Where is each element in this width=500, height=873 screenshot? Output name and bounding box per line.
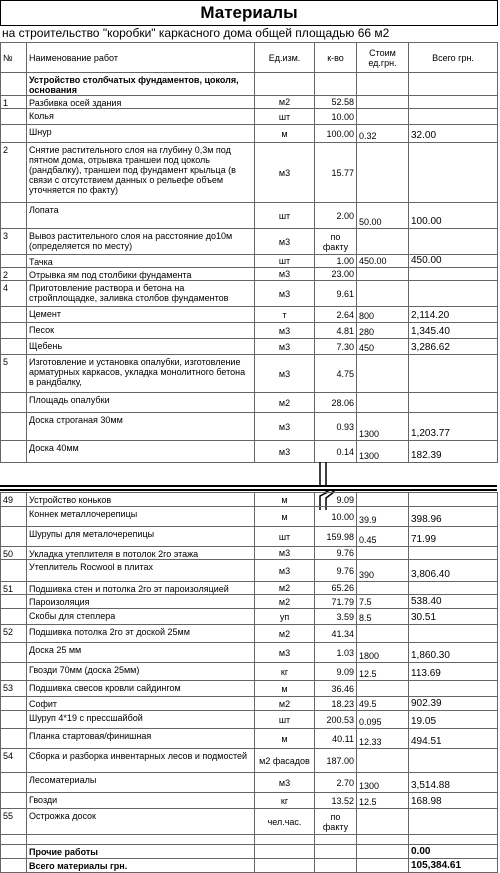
cell-price	[357, 268, 409, 281]
cell-price	[357, 681, 409, 697]
table-row	[1, 355, 498, 393]
cell-price	[357, 835, 409, 845]
cell-unit: м2	[255, 595, 315, 609]
cell-price: 49.5	[357, 697, 409, 711]
table-row	[1, 339, 498, 355]
cell-total: 3,286.62	[409, 339, 498, 355]
cell-num	[1, 729, 27, 749]
cell-name: Острожка досок	[27, 809, 255, 835]
cell-price	[357, 143, 409, 203]
cell-qty: 1.03	[315, 643, 357, 663]
cell-unit: м3	[255, 268, 315, 281]
cell-qty: 4.81	[315, 323, 357, 339]
cell-price: 1800	[357, 643, 409, 663]
cell-qty: 187.00	[315, 749, 357, 773]
cell-total: 113.69	[409, 663, 498, 681]
cell-total: 19.05	[409, 711, 498, 729]
cell-num	[1, 507, 27, 527]
cell-num	[1, 560, 27, 582]
cell-unit: шт	[255, 109, 315, 125]
table-row	[1, 609, 498, 625]
cell-num	[1, 109, 27, 125]
cell-name: Щебень	[27, 339, 255, 355]
table-row	[1, 809, 498, 835]
cell-qty: 3.59	[315, 609, 357, 625]
sheet-subtitle: на строительство "коробки" каркасного дома общей площадью 66 м2	[2, 26, 390, 40]
cell-qty: 2.70	[315, 773, 357, 793]
table-row	[1, 323, 498, 339]
cell-total: 100.00	[409, 203, 498, 229]
cell-num: 53	[1, 681, 27, 697]
cell-price: 800	[357, 307, 409, 323]
cell-unit	[255, 859, 315, 873]
cell-total: 1,860.30	[409, 643, 498, 663]
cell-name: Песок	[27, 323, 255, 339]
cell-total: 0.00	[409, 845, 498, 859]
cell-total	[409, 96, 498, 109]
cell-price	[357, 547, 409, 560]
cell-price	[357, 355, 409, 393]
cell-unit: м3	[255, 339, 315, 355]
cell-unit: м2	[255, 697, 315, 711]
cell-price: 12.5	[357, 663, 409, 681]
cell-name: Подшивка свесов кровли сайдингом	[27, 681, 255, 697]
cell-name: Гвозди	[27, 793, 255, 809]
cell-total: 902.39	[409, 697, 498, 711]
table-row	[1, 711, 498, 729]
cell-unit: кг	[255, 663, 315, 681]
cell-unit: м	[255, 507, 315, 527]
cell-total	[409, 143, 498, 203]
cell-unit: т	[255, 307, 315, 323]
cell-name: Лопата	[27, 203, 255, 229]
cell-qty: 9.09	[315, 663, 357, 681]
cell-total	[409, 109, 498, 125]
cell-unit: м2	[255, 582, 315, 595]
cell-total: 30.51	[409, 609, 498, 625]
cell-price: 0.45	[357, 527, 409, 547]
cell-num	[1, 413, 27, 441]
cell-num: 54	[1, 749, 27, 773]
cell-qty: по факту	[315, 809, 357, 835]
table-row	[1, 582, 498, 595]
cell-qty: 2.64	[315, 307, 357, 323]
cell-qty	[315, 859, 357, 873]
table-row	[1, 109, 498, 125]
cell-num	[1, 441, 27, 463]
cell-num	[1, 203, 27, 229]
cell-price	[357, 749, 409, 773]
cell-qty: 9.76	[315, 560, 357, 582]
header-num: №	[1, 43, 27, 73]
cell-num: 1	[1, 96, 27, 109]
cell-total	[409, 547, 498, 560]
cell-name: Укладка утеплителя в потолок 2го этажа	[27, 547, 255, 560]
cell-qty	[315, 845, 357, 859]
table-row	[1, 507, 498, 527]
cell-qty: 71.79	[315, 595, 357, 609]
cell-num: 3	[1, 229, 27, 255]
cell-num: 5	[1, 355, 27, 393]
cell-name: Разбивка осей здания	[27, 96, 255, 109]
cell-name	[27, 835, 255, 845]
cell-total: 168.98	[409, 793, 498, 809]
table-row	[1, 441, 498, 463]
cell-num	[1, 697, 27, 711]
cell-name: Приготовление раствора и бетона на стройплощадке, заливка столбов фундаментов	[27, 281, 255, 307]
cell-name: Колья	[27, 109, 255, 125]
cell-total	[409, 625, 498, 643]
cell-unit: чел.час.	[255, 809, 315, 835]
table-row	[1, 560, 498, 582]
table-row	[1, 268, 498, 281]
cell-qty: 23.00	[315, 268, 357, 281]
cell-num	[1, 393, 27, 413]
cell-unit	[255, 845, 315, 859]
cell-num	[1, 793, 27, 809]
cell-name: Пароизоляция	[27, 595, 255, 609]
table-row	[1, 125, 498, 143]
cell-price: 450	[357, 339, 409, 355]
cell-price: 1300	[357, 441, 409, 463]
cell-price: 8.5	[357, 609, 409, 625]
table-row	[1, 281, 498, 307]
cell-qty: 15.77	[315, 143, 357, 203]
cell-unit	[255, 835, 315, 845]
cell-total: 538.40	[409, 595, 498, 609]
cell-unit: м2 фасадов	[255, 749, 315, 773]
table-break-bar	[0, 485, 497, 491]
cell-total: 105,384.61	[409, 859, 498, 873]
table-row	[1, 527, 498, 547]
cell-num	[1, 323, 27, 339]
cell-price: 7.5	[357, 595, 409, 609]
cell-price: 1300	[357, 773, 409, 793]
cell-total	[409, 582, 498, 595]
cell-qty: 159.98	[315, 527, 357, 547]
cell-name: Вывоз растительного слоя на расстояние до10м (определяется по месту)	[27, 229, 255, 255]
table-row	[1, 835, 498, 845]
cell-price	[357, 809, 409, 835]
cell-num	[1, 663, 27, 681]
cell-qty: 0.93	[315, 413, 357, 441]
cell-name: Изготовление и установка опалубки, изготовление арматурных каркасов, укладка монолитного бетона в рандбалку,	[27, 355, 255, 393]
cell-qty: 100.00	[315, 125, 357, 143]
cell-qty: 28.06	[315, 393, 357, 413]
cell-qty: 9.61	[315, 281, 357, 307]
cell-qty	[315, 73, 357, 96]
cell-name: Подшивка стен и потолка 2го эт пароизоляцией	[27, 582, 255, 595]
cell-name: Скобы для степлера	[27, 609, 255, 625]
cell-unit: шт	[255, 203, 315, 229]
cell-name: Шуруп 4*19 с прессшайбой	[27, 711, 255, 729]
cell-unit: м3	[255, 547, 315, 560]
cell-name: Гвозди 70мм (доска 25мм)	[27, 663, 255, 681]
table-row	[1, 229, 498, 255]
cell-unit: шт	[255, 711, 315, 729]
cell-name: Сборка и разборка инвентарных лесов и подмостей	[27, 749, 255, 773]
table-row	[1, 681, 498, 697]
cell-unit: м2	[255, 96, 315, 109]
cell-total	[409, 809, 498, 835]
cell-unit: уп	[255, 609, 315, 625]
cell-total: 1,203.77	[409, 413, 498, 441]
table-row	[1, 307, 498, 323]
cell-total	[409, 229, 498, 255]
cell-name: Прочие работы	[27, 845, 255, 859]
cell-unit: м3	[255, 281, 315, 307]
materials-table-bottom	[0, 492, 498, 873]
cell-price	[357, 582, 409, 595]
cell-name: Утеплитель Rocwool в плитах	[27, 560, 255, 582]
cell-qty: 41.34	[315, 625, 357, 643]
cell-total: 2,114.20	[409, 307, 498, 323]
table-row	[1, 143, 498, 203]
cell-price	[357, 845, 409, 859]
cell-unit: м3	[255, 413, 315, 441]
table-row	[1, 547, 498, 560]
cell-num: 52	[1, 625, 27, 643]
cell-price: 280	[357, 323, 409, 339]
cell-name: Софит	[27, 697, 255, 711]
table-row	[1, 393, 498, 413]
cell-unit: м3	[255, 773, 315, 793]
table-row	[1, 859, 498, 873]
cell-num	[1, 609, 27, 625]
cell-name: Лесоматериалы	[27, 773, 255, 793]
cell-num	[1, 773, 27, 793]
cell-price: 450.00	[357, 255, 409, 268]
cell-total	[409, 268, 498, 281]
table-row	[1, 96, 498, 109]
cell-price: 12.5	[357, 793, 409, 809]
cell-qty: 200.53	[315, 711, 357, 729]
cell-unit: м3	[255, 560, 315, 582]
cell-qty: 40.11	[315, 729, 357, 749]
cell-price: 390	[357, 560, 409, 582]
cell-name: Планка стартовая/финишная	[27, 729, 255, 749]
cell-num	[1, 255, 27, 268]
cell-price	[357, 229, 409, 255]
cell-price: 50.00	[357, 203, 409, 229]
cell-num	[1, 595, 27, 609]
cell-unit: м	[255, 681, 315, 697]
cell-qty: 0.14	[315, 441, 357, 463]
cell-qty: 52.58	[315, 96, 357, 109]
cell-name: Тачка	[27, 255, 255, 268]
table-row	[1, 595, 498, 609]
cell-qty: 36.46	[315, 681, 357, 697]
cell-num: 4	[1, 281, 27, 307]
cell-price	[357, 393, 409, 413]
cell-qty: 10.00	[315, 507, 357, 527]
header-price: Стоим ед.грн.	[357, 43, 409, 73]
cell-qty: 13.52	[315, 793, 357, 809]
materials-table-top	[0, 42, 498, 463]
cell-name: Доска строганая 30мм	[27, 413, 255, 441]
cell-total: 494.51	[409, 729, 498, 749]
cell-unit: кг	[255, 793, 315, 809]
cell-name: Шурупы для металочерепицы	[27, 527, 255, 547]
cell-num: 2	[1, 143, 27, 203]
cell-unit: шт	[255, 255, 315, 268]
cell-name: Доска 40мм	[27, 441, 255, 463]
cell-num	[1, 835, 27, 845]
cell-unit: м	[255, 493, 315, 507]
cell-qty: 7.30	[315, 339, 357, 355]
cell-name: Коннек металлочерепицы	[27, 507, 255, 527]
header-name: Наименование работ	[27, 43, 255, 73]
cell-qty: 65.26	[315, 582, 357, 595]
table-row	[1, 625, 498, 643]
cell-unit: м3	[255, 323, 315, 339]
cell-price: 39.9	[357, 507, 409, 527]
cell-total	[409, 835, 498, 845]
table-row	[1, 749, 498, 773]
cell-num	[1, 307, 27, 323]
cell-num	[1, 339, 27, 355]
cell-num: 49	[1, 493, 27, 507]
cell-unit: м2	[255, 393, 315, 413]
table-header-row	[1, 43, 498, 73]
header-total: Всего грн.	[409, 43, 498, 73]
cell-qty: 4.75	[315, 355, 357, 393]
table-row	[1, 255, 498, 268]
cell-name: Всего материалы грн.	[27, 859, 255, 873]
cell-price: 12.33	[357, 729, 409, 749]
table-row	[1, 413, 498, 441]
cell-num	[1, 527, 27, 547]
cell-num	[1, 859, 27, 873]
cell-total	[409, 355, 498, 393]
cell-num	[1, 73, 27, 96]
cell-num: 2	[1, 268, 27, 281]
table-row	[1, 203, 498, 229]
cell-num: 55	[1, 809, 27, 835]
table-row	[1, 845, 498, 859]
cell-total	[409, 681, 498, 697]
header-qty: к-во	[315, 43, 357, 73]
cell-price: 0.095	[357, 711, 409, 729]
cell-total	[409, 493, 498, 507]
cell-qty	[315, 835, 357, 845]
cell-unit: м2	[255, 625, 315, 643]
cell-price: 0.32	[357, 125, 409, 143]
cell-num	[1, 845, 27, 859]
cell-name: Площадь опалубки	[27, 393, 255, 413]
cell-qty: по факту	[315, 229, 357, 255]
cell-total: 3,806.40	[409, 560, 498, 582]
cell-qty: 9.76	[315, 547, 357, 560]
table-row	[1, 643, 498, 663]
cell-price: 1300	[357, 413, 409, 441]
cell-price	[357, 493, 409, 507]
cell-name: Цемент	[27, 307, 255, 323]
cell-num: 50	[1, 547, 27, 560]
cell-total	[409, 281, 498, 307]
cell-price	[357, 859, 409, 873]
cell-price	[357, 625, 409, 643]
cell-num	[1, 711, 27, 729]
cell-num	[1, 643, 27, 663]
cell-price	[357, 109, 409, 125]
sheet-title: Материалы	[0, 0, 498, 26]
cell-name: Отрывка ям под столбики фундамента	[27, 268, 255, 281]
cell-name: Устройство столбчатых фундаментов, цоколя, основания	[27, 73, 255, 96]
cell-unit: м	[255, 729, 315, 749]
cell-name: Шнур	[27, 125, 255, 143]
cell-unit: м3	[255, 229, 315, 255]
cell-total: 3,514.88	[409, 773, 498, 793]
cell-unit: м3	[255, 143, 315, 203]
cell-total	[409, 749, 498, 773]
cell-name: Устройство коньков	[27, 493, 255, 507]
cell-price	[357, 96, 409, 109]
cell-total: 182.39	[409, 441, 498, 463]
table-row	[1, 493, 498, 507]
cell-num	[1, 125, 27, 143]
cell-total: 398.96	[409, 507, 498, 527]
table-row	[1, 697, 498, 711]
cell-qty: 18.23	[315, 697, 357, 711]
cell-total: 71.99	[409, 527, 498, 547]
cell-qty: 2.00	[315, 203, 357, 229]
cell-qty: 9.09	[315, 493, 357, 507]
cell-total: 32.00	[409, 125, 498, 143]
table-row	[1, 729, 498, 749]
cell-name: Снятие растительного слоя на глубину 0,3м под пятном дома, отрывка траншеи под цоколь (рандбалку), траншеи под фундамент крыльца (в связи с отсутствием данных о рельефе объем уточняется по факту)	[27, 143, 255, 203]
cell-name: Подшивка потолка 2го эт доской 25мм	[27, 625, 255, 643]
cell-price	[357, 73, 409, 96]
table-row	[1, 663, 498, 681]
cell-name: Доска 25 мм	[27, 643, 255, 663]
cell-qty: 10.00	[315, 109, 357, 125]
cell-num: 51	[1, 582, 27, 595]
cell-qty: 1.00	[315, 255, 357, 268]
cell-unit	[255, 73, 315, 96]
cell-total	[409, 73, 498, 96]
cell-unit: м3	[255, 441, 315, 463]
cell-unit: м3	[255, 355, 315, 393]
cell-total: 1,345.40	[409, 323, 498, 339]
table-row	[1, 73, 498, 96]
cell-price	[357, 281, 409, 307]
cell-total	[409, 393, 498, 413]
cell-unit: м	[255, 125, 315, 143]
cell-unit: м3	[255, 643, 315, 663]
table-row	[1, 773, 498, 793]
cell-unit: шт	[255, 527, 315, 547]
header-unit: Ед.изм.	[255, 43, 315, 73]
cell-total: 450.00	[409, 255, 498, 268]
table-row	[1, 793, 498, 809]
